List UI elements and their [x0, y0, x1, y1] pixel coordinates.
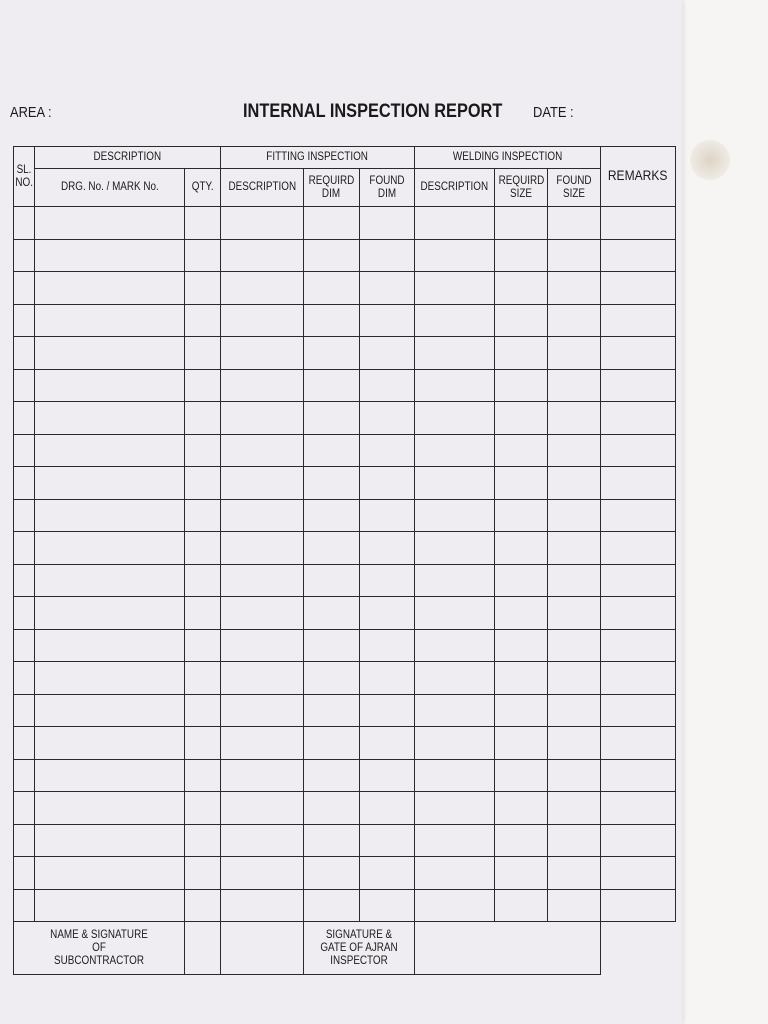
- table-cell[interactable]: [14, 499, 35, 532]
- table-cell[interactable]: [304, 369, 360, 402]
- table-cell[interactable]: [185, 337, 221, 370]
- table-cell[interactable]: [35, 499, 185, 532]
- table-cell[interactable]: [35, 889, 185, 922]
- table-cell[interactable]: [415, 337, 495, 370]
- table-row: [14, 792, 676, 825]
- table-cell[interactable]: [14, 272, 35, 305]
- table-cell[interactable]: [35, 207, 185, 240]
- table-cell[interactable]: [14, 824, 35, 857]
- date-label: DATE :: [533, 104, 574, 121]
- table-cell[interactable]: [359, 272, 415, 305]
- table-cell[interactable]: [494, 694, 547, 727]
- table-cell[interactable]: [221, 889, 304, 922]
- table-cell[interactable]: [415, 272, 495, 305]
- table-cell[interactable]: [415, 629, 495, 662]
- table-cell[interactable]: [547, 402, 600, 435]
- table-cell[interactable]: [547, 272, 600, 305]
- table-cell[interactable]: [494, 792, 547, 825]
- table-cell[interactable]: [221, 694, 304, 727]
- fitting-found-dim-header: FOUND DIM: [359, 169, 415, 207]
- table-cell[interactable]: [359, 857, 415, 890]
- table-cell[interactable]: [415, 857, 495, 890]
- table-cell[interactable]: [221, 467, 304, 500]
- table-cell[interactable]: [600, 792, 675, 825]
- table-cell[interactable]: [415, 369, 495, 402]
- table-cell[interactable]: [547, 207, 600, 240]
- table-cell[interactable]: [415, 434, 495, 467]
- table-cell[interactable]: [35, 629, 185, 662]
- table-cell[interactable]: [35, 597, 185, 630]
- table-cell[interactable]: [494, 564, 547, 597]
- table-cell[interactable]: [14, 857, 35, 890]
- table-cell[interactable]: [415, 532, 495, 565]
- table-row: [14, 629, 676, 662]
- table-cell[interactable]: [547, 857, 600, 890]
- table-cell[interactable]: [415, 304, 495, 337]
- table-cell[interactable]: [185, 694, 221, 727]
- table-cell[interactable]: [600, 759, 675, 792]
- table-cell[interactable]: [221, 824, 304, 857]
- table-cell[interactable]: [304, 207, 360, 240]
- table-cell[interactable]: [185, 369, 221, 402]
- drg-no-header: DRG. No. / MARK No.: [35, 169, 185, 207]
- table-cell[interactable]: [35, 662, 185, 695]
- table-row: [14, 369, 676, 402]
- table-cell[interactable]: [185, 889, 221, 922]
- table-cell[interactable]: [185, 434, 221, 467]
- fitting-required-dim-header: REQUIRD DIM: [304, 169, 360, 207]
- table-row: [14, 889, 676, 922]
- table-cell[interactable]: [359, 467, 415, 500]
- table-cell[interactable]: [494, 629, 547, 662]
- area-label: AREA :: [10, 104, 52, 121]
- table-cell[interactable]: [221, 337, 304, 370]
- table-row: [14, 304, 676, 337]
- table-cell[interactable]: [415, 759, 495, 792]
- table-cell[interactable]: [359, 337, 415, 370]
- table-cell[interactable]: [14, 304, 35, 337]
- table-cell[interactable]: [359, 824, 415, 857]
- table-cell[interactable]: [415, 662, 495, 695]
- table-cell[interactable]: [359, 694, 415, 727]
- table-cell[interactable]: [14, 337, 35, 370]
- description-group-header: DESCRIPTION: [35, 147, 221, 169]
- table-cell[interactable]: [494, 272, 547, 305]
- table-cell[interactable]: [494, 662, 547, 695]
- table-row: [14, 402, 676, 435]
- table-cell[interactable]: [221, 369, 304, 402]
- table-cell[interactable]: [35, 824, 185, 857]
- table-cell[interactable]: [185, 662, 221, 695]
- table-cell[interactable]: [14, 889, 35, 922]
- table-cell[interactable]: [14, 759, 35, 792]
- fitting-description-header: DESCRIPTION: [221, 169, 304, 207]
- table-row: [14, 499, 676, 532]
- table-cell[interactable]: [14, 792, 35, 825]
- table-cell[interactable]: [185, 499, 221, 532]
- table-cell[interactable]: [304, 629, 360, 662]
- table-cell[interactable]: [14, 402, 35, 435]
- table-row: [14, 597, 676, 630]
- table-row: [14, 337, 676, 370]
- table-row: [14, 694, 676, 727]
- welding-found-size-header: FOUND SIZE: [547, 169, 600, 207]
- table-cell[interactable]: [547, 467, 600, 500]
- table-cell[interactable]: [185, 564, 221, 597]
- table-cell[interactable]: [304, 759, 360, 792]
- table-cell[interactable]: [221, 597, 304, 630]
- table-cell[interactable]: [221, 759, 304, 792]
- table-cell[interactable]: [304, 727, 360, 760]
- table-cell[interactable]: [415, 207, 495, 240]
- table-cell[interactable]: [185, 824, 221, 857]
- table-cell[interactable]: [547, 434, 600, 467]
- table-cell[interactable]: [221, 532, 304, 565]
- table-cell[interactable]: [547, 499, 600, 532]
- table-cell[interactable]: [415, 239, 495, 272]
- table-cell[interactable]: [415, 564, 495, 597]
- table-cell[interactable]: [304, 434, 360, 467]
- table-cell[interactable]: [359, 629, 415, 662]
- table-cell[interactable]: [185, 467, 221, 500]
- table-cell[interactable]: [415, 467, 495, 500]
- table-cell[interactable]: [221, 239, 304, 272]
- table-row: [14, 467, 676, 500]
- table-cell[interactable]: [221, 792, 304, 825]
- table-cell[interactable]: [494, 434, 547, 467]
- table-cell[interactable]: [600, 532, 675, 565]
- table-cell[interactable]: [359, 207, 415, 240]
- table-cell[interactable]: [221, 564, 304, 597]
- table-cell[interactable]: [35, 402, 185, 435]
- table-cell[interactable]: [35, 467, 185, 500]
- table-cell[interactable]: [600, 597, 675, 630]
- table-cell[interactable]: [415, 597, 495, 630]
- table-cell[interactable]: [221, 304, 304, 337]
- table-cell[interactable]: [494, 597, 547, 630]
- table-cell[interactable]: [35, 337, 185, 370]
- table-cell[interactable]: [221, 857, 304, 890]
- remarks-header: REMARKS: [600, 147, 675, 207]
- table-cell[interactable]: [415, 889, 495, 922]
- table-cell[interactable]: [600, 207, 675, 240]
- table-cell[interactable]: [35, 727, 185, 760]
- table-cell[interactable]: [185, 759, 221, 792]
- table-cell[interactable]: [359, 727, 415, 760]
- table-cell[interactable]: [304, 239, 360, 272]
- table-cell[interactable]: [600, 857, 675, 890]
- table-cell[interactable]: [14, 727, 35, 760]
- table-cell[interactable]: [35, 564, 185, 597]
- table-cell[interactable]: [415, 402, 495, 435]
- table-cell[interactable]: [600, 467, 675, 500]
- table-cell[interactable]: [600, 564, 675, 597]
- table-cell[interactable]: [185, 272, 221, 305]
- table-cell[interactable]: [359, 239, 415, 272]
- table-cell[interactable]: [547, 564, 600, 597]
- table-cell[interactable]: [304, 272, 360, 305]
- table-cell[interactable]: [14, 434, 35, 467]
- table-cell[interactable]: [359, 662, 415, 695]
- table-cell[interactable]: [304, 337, 360, 370]
- table-cell[interactable]: [600, 434, 675, 467]
- table-cell[interactable]: [547, 597, 600, 630]
- table-cell[interactable]: [600, 337, 675, 370]
- table-cell[interactable]: [185, 239, 221, 272]
- table-cell[interactable]: [304, 694, 360, 727]
- table-cell[interactable]: [600, 499, 675, 532]
- table-cell[interactable]: [494, 759, 547, 792]
- table-cell[interactable]: [304, 467, 360, 500]
- table-cell[interactable]: [494, 499, 547, 532]
- table-cell[interactable]: [14, 564, 35, 597]
- table-cell[interactable]: [14, 369, 35, 402]
- table-cell[interactable]: [494, 239, 547, 272]
- table-cell[interactable]: [35, 792, 185, 825]
- table-row: [14, 434, 676, 467]
- table-cell[interactable]: [494, 369, 547, 402]
- paper-stain: [690, 140, 730, 180]
- table-cell[interactable]: [185, 532, 221, 565]
- table-cell[interactable]: [185, 207, 221, 240]
- table-cell[interactable]: [35, 759, 185, 792]
- table-cell[interactable]: [600, 727, 675, 760]
- table-cell[interactable]: [359, 434, 415, 467]
- table-cell[interactable]: [359, 564, 415, 597]
- table-cell[interactable]: [359, 759, 415, 792]
- table-cell[interactable]: [14, 597, 35, 630]
- table-row: [14, 272, 676, 305]
- table-cell[interactable]: [221, 662, 304, 695]
- table-cell[interactable]: [359, 402, 415, 435]
- table-cell[interactable]: [547, 759, 600, 792]
- table-row: [14, 824, 676, 857]
- table-cell[interactable]: [221, 629, 304, 662]
- table-cell[interactable]: [304, 597, 360, 630]
- footer-empty-area: [600, 922, 675, 975]
- table-cell[interactable]: [415, 694, 495, 727]
- fitting-inspection-header: FITTING INSPECTION: [221, 147, 415, 169]
- table-cell[interactable]: [600, 402, 675, 435]
- table-cell[interactable]: [494, 532, 547, 565]
- table-cell[interactable]: [494, 824, 547, 857]
- table-cell[interactable]: [185, 792, 221, 825]
- table-cell[interactable]: [185, 629, 221, 662]
- table-cell[interactable]: [14, 467, 35, 500]
- table-cell[interactable]: [304, 304, 360, 337]
- table-cell[interactable]: [14, 532, 35, 565]
- table-cell[interactable]: [547, 532, 600, 565]
- table-cell[interactable]: [304, 532, 360, 565]
- table-cell[interactable]: [304, 564, 360, 597]
- table-cell[interactable]: [35, 694, 185, 727]
- table-cell[interactable]: [14, 207, 35, 240]
- table-row: [14, 662, 676, 695]
- table-cell[interactable]: [600, 272, 675, 305]
- footer-blank-cell[interactable]: [221, 922, 304, 975]
- table-row: [14, 239, 676, 272]
- welding-inspection-header: WELDING INSPECTION: [415, 147, 601, 169]
- table-cell[interactable]: [547, 662, 600, 695]
- qty-header: QTY.: [185, 169, 221, 207]
- table-cell[interactable]: [185, 304, 221, 337]
- table-cell[interactable]: [494, 727, 547, 760]
- welding-required-size-header: REQUIRD SIZE: [494, 169, 547, 207]
- table-cell[interactable]: [35, 857, 185, 890]
- table-cell[interactable]: [494, 889, 547, 922]
- table-cell[interactable]: [185, 402, 221, 435]
- table-cell[interactable]: [221, 207, 304, 240]
- inspection-table: [13, 146, 676, 975]
- table-cell[interactable]: [14, 694, 35, 727]
- table-cell[interactable]: [600, 239, 675, 272]
- table-cell[interactable]: [221, 402, 304, 435]
- table-cell[interactable]: [359, 889, 415, 922]
- table-cell[interactable]: [547, 694, 600, 727]
- table-cell[interactable]: [221, 499, 304, 532]
- subcontractor-signature-cell[interactable]: NAME & SIGNATURE OF SUBCONTRACTOR: [14, 922, 185, 975]
- table-cell[interactable]: [35, 369, 185, 402]
- table-cell[interactable]: [185, 727, 221, 760]
- table-cell[interactable]: [221, 434, 304, 467]
- table-cell[interactable]: [14, 239, 35, 272]
- table-cell[interactable]: [494, 337, 547, 370]
- table-cell[interactable]: [359, 369, 415, 402]
- table-row: [14, 759, 676, 792]
- table-cell[interactable]: [304, 402, 360, 435]
- table-cell[interactable]: [185, 857, 221, 890]
- table-cell[interactable]: [35, 532, 185, 565]
- table-cell[interactable]: [35, 272, 185, 305]
- footer-blank-cell[interactable]: [185, 922, 221, 975]
- table-cell[interactable]: [304, 824, 360, 857]
- table-cell[interactable]: [547, 824, 600, 857]
- table-cell[interactable]: [415, 727, 495, 760]
- welding-description-header: DESCRIPTION: [415, 169, 495, 207]
- table-cell[interactable]: [415, 499, 495, 532]
- table-cell[interactable]: [304, 499, 360, 532]
- table-cell[interactable]: [600, 824, 675, 857]
- table-cell[interactable]: [359, 499, 415, 532]
- table-cell[interactable]: [494, 304, 547, 337]
- table-cell[interactable]: [304, 662, 360, 695]
- table-cell[interactable]: [415, 824, 495, 857]
- table-cell[interactable]: [494, 402, 547, 435]
- table-cell[interactable]: [547, 629, 600, 662]
- table-cell[interactable]: [359, 532, 415, 565]
- table-cell[interactable]: [359, 597, 415, 630]
- table-cell[interactable]: [14, 662, 35, 695]
- table-cell[interactable]: [547, 337, 600, 370]
- table-cell[interactable]: [547, 369, 600, 402]
- inspector-signature-cell[interactable]: SIGNATURE & GATE OF AJRAN INSPECTOR: [304, 922, 415, 975]
- inspector-signature-space[interactable]: [415, 922, 601, 975]
- table-row: [14, 564, 676, 597]
- table-cell[interactable]: [304, 857, 360, 890]
- table-cell[interactable]: [600, 694, 675, 727]
- table-cell[interactable]: [359, 792, 415, 825]
- table-row: [14, 532, 676, 565]
- table-cell[interactable]: [304, 889, 360, 922]
- table-cell[interactable]: [35, 239, 185, 272]
- table-cell[interactable]: [35, 434, 185, 467]
- table-cell[interactable]: [221, 272, 304, 305]
- table-cell[interactable]: [14, 629, 35, 662]
- sl-no-header: SL. NO.: [14, 147, 35, 207]
- table-cell[interactable]: [600, 629, 675, 662]
- table-cell[interactable]: [547, 304, 600, 337]
- table-cell[interactable]: [359, 304, 415, 337]
- table-cell[interactable]: [221, 727, 304, 760]
- table-row: [14, 857, 676, 890]
- table-cell[interactable]: [304, 792, 360, 825]
- table-cell[interactable]: [547, 727, 600, 760]
- table-cell[interactable]: [547, 889, 600, 922]
- table-row: [14, 207, 676, 240]
- table-cell[interactable]: [547, 792, 600, 825]
- table-row: [14, 727, 676, 760]
- table-cell[interactable]: [494, 857, 547, 890]
- table-cell[interactable]: [600, 369, 675, 402]
- table-cell[interactable]: [35, 304, 185, 337]
- table-cell[interactable]: [547, 239, 600, 272]
- table-cell[interactable]: [415, 792, 495, 825]
- table-cell[interactable]: [494, 207, 547, 240]
- report-title: INTERNAL INSPECTION REPORT: [243, 101, 503, 122]
- table-cell[interactable]: [600, 889, 675, 922]
- table-cell[interactable]: [600, 304, 675, 337]
- table-cell[interactable]: [185, 597, 221, 630]
- table-cell[interactable]: [494, 467, 547, 500]
- table-cell[interactable]: [600, 662, 675, 695]
